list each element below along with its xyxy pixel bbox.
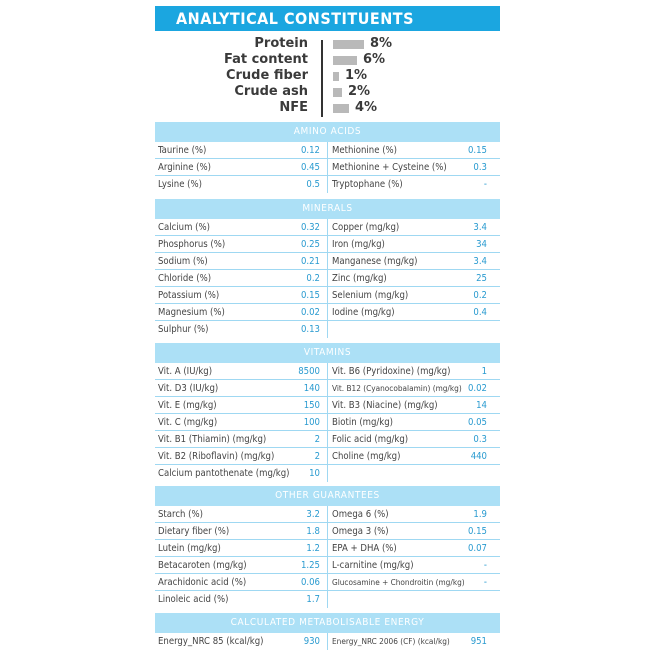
column-divider (327, 633, 328, 650)
nutrient-value: 0.25 (300, 239, 320, 250)
nutrient-value: 100 (303, 417, 320, 428)
nutrient-value: 34 (476, 239, 487, 250)
nutrient-value: 3.2 (306, 509, 320, 520)
nutrient-label: Methionine + Cysteine (%) (332, 162, 447, 173)
nutrient-value: 1.9 (473, 509, 487, 520)
nutrient-value: - (483, 577, 487, 588)
nutrient-label: Arachidonic acid (%) (158, 577, 247, 588)
analysis-bar (333, 56, 357, 65)
analysis-bar (333, 40, 364, 49)
nutrient-value: 0.12 (300, 145, 320, 156)
nutrient-label: Chloride (%) (158, 273, 212, 284)
nutrient-label: Vit. B3 (Niacine) (mg/kg) (332, 400, 438, 411)
nutrient-label: Omega 3 (%) (332, 526, 389, 537)
nutrient-label: Vit. B1 (Thiamin) (mg/kg) (158, 434, 267, 445)
nutrient-value: 930 (303, 636, 320, 647)
section-header: MINERALS (155, 199, 500, 219)
nutrient-label: Iron (mg/kg) (332, 239, 385, 250)
nutrient-value: 1.25 (300, 560, 320, 571)
analysis-label: Fat content (223, 52, 308, 67)
nutrient-value: 0.32 (300, 222, 320, 233)
nutrient-value: 0.02 (467, 383, 487, 394)
nutrient-label: Lutein (mg/kg) (158, 543, 221, 554)
nutrient-label: Vit. B6 (Pyridoxine) (mg/kg) (332, 366, 451, 377)
nutrient-value: 10 (309, 468, 320, 479)
nutrient-label: Methionine (%) (332, 145, 397, 156)
analytical-constituents-title: ANALYTICAL CONSTITUENTS (155, 6, 500, 31)
nutrient-label: Copper (mg/kg) (332, 222, 400, 233)
nutrient-value: 0.15 (467, 526, 487, 537)
nutrient-value: 0.5 (306, 179, 320, 190)
analysis-row (155, 52, 500, 68)
nutrient-label: Sodium (%) (158, 256, 208, 267)
analysis-row (155, 84, 500, 100)
analysis-label: Crude ash (234, 84, 308, 99)
nutrient-label: Calcium (%) (158, 222, 210, 233)
nutrient-label: EPA + DHA (%) (332, 543, 397, 554)
nutrient-label: Dietary fiber (%) (158, 526, 230, 537)
nutrient-label: Omega 6 (%) (332, 509, 389, 520)
analysis-value: 2% (348, 84, 371, 99)
nutrient-label: Taurine (%) (158, 145, 207, 156)
nutrient-value: 0.3 (473, 434, 487, 445)
nutrient-label: Glucosamine + Chondroitin (mg/kg) (332, 577, 465, 587)
nutrient-value: - (483, 179, 487, 190)
analysis-label: Protein (254, 36, 308, 51)
nutrient-value: 0.05 (467, 417, 487, 428)
nutrient-value: 0.4 (473, 307, 487, 318)
section-minerals (155, 199, 500, 338)
nutrient-value: 1.7 (306, 594, 320, 605)
nutrient-value: 0.15 (467, 145, 487, 156)
nutrient-label: Zinc (mg/kg) (332, 273, 387, 284)
nutrient-label: Choline (mg/kg) (332, 451, 401, 462)
nutrient-label: Phosphorus (%) (158, 239, 226, 250)
nutrient-value: 14 (476, 400, 487, 411)
nutrient-label: Linoleic acid (%) (158, 594, 229, 605)
nutrient-label: Lysine (%) (158, 179, 202, 190)
analysis-label: Crude fiber (225, 68, 308, 83)
nutrient-value: 0.3 (473, 162, 487, 173)
nutrient-value: 0.02 (300, 307, 320, 318)
nutrient-label: Vit. B12 (Cyanocobalamin) (mg/kg) (332, 383, 462, 393)
nutrient-label: Vit. C (mg/kg) (158, 417, 218, 428)
nutrient-value: 0.21 (300, 256, 320, 267)
nutrient-value: 3.4 (473, 222, 487, 233)
nutrient-label: Vit. E (mg/kg) (158, 400, 217, 411)
section-header: OTHER GUARANTEES (155, 486, 500, 506)
nutrient-label: Potassium (%) (158, 290, 220, 301)
section-calculated-metabolisable-energy (155, 613, 500, 650)
analysis-value: 8% (370, 36, 393, 51)
nutrient-label: L-carnitine (mg/kg) (332, 560, 414, 571)
nutrient-value: 0.2 (306, 273, 320, 284)
nutrient-value: 1 (481, 366, 487, 377)
nutrient-label: Iodine (mg/kg) (332, 307, 395, 318)
analysis-row (155, 68, 500, 84)
nutrient-label: Arginine (%) (158, 162, 211, 173)
analysis-value: 4% (355, 100, 378, 115)
nutrient-label: Sulphur (%) (158, 324, 209, 335)
section-header: CALCULATED METABOLISABLE ENERGY (155, 613, 500, 633)
nutrient-value: 0.06 (300, 577, 320, 588)
section-header: VITAMINS (155, 343, 500, 363)
column-divider (327, 219, 328, 338)
nutrient-label: Vit. B2 (Riboflavin) (mg/kg) (158, 451, 275, 462)
analysis-value: 1% (345, 68, 368, 83)
nutrient-value: 0.2 (473, 290, 487, 301)
nutrient-value: 2 (314, 451, 320, 462)
nutrient-label: Manganese (mg/kg) (332, 256, 418, 267)
nutrient-label: Folic acid (mg/kg) (332, 434, 409, 445)
nutrient-value: 2 (314, 434, 320, 445)
nutrient-label: Betacaroten (mg/kg) (158, 560, 247, 571)
nutrient-value: 1.8 (306, 526, 320, 537)
nutrient-value: 1.2 (306, 543, 320, 554)
section-vitamins (155, 343, 500, 482)
nutrient-value: 0.13 (300, 324, 320, 335)
nutrient-value: 150 (303, 400, 320, 411)
section-header: AMINO ACIDS (155, 122, 500, 142)
nutrient-value: 0.45 (300, 162, 320, 173)
nutrient-value: 0.07 (467, 543, 487, 554)
nutrient-value: 140 (303, 383, 320, 394)
nutrient-label: Vit. D3 (IU/kg) (158, 383, 219, 394)
nutrient-label: Selenium (mg/kg) (332, 290, 409, 301)
nutrient-value: 951 (470, 636, 487, 647)
nutrient-value: 440 (470, 451, 487, 462)
analysis-row (155, 100, 500, 116)
analysis-bar (333, 72, 339, 81)
nutrient-value: 25 (476, 273, 487, 284)
section-other-guarantees (155, 486, 500, 608)
section-amino-acids (155, 122, 500, 193)
nutrient-label: Calcium pantothenate (mg/kg) (158, 468, 290, 479)
nutrient-label: Energy_NRC 85 (kcal/kg) (158, 636, 264, 647)
nutrient-value: - (483, 560, 487, 571)
nutrient-label: Energy_NRC 2006 (CF) (kcal/kg) (332, 636, 450, 646)
analysis-value: 6% (363, 52, 386, 67)
analytical-constituents-chart (155, 36, 500, 116)
column-divider (327, 142, 328, 193)
nutrient-value: 8500 (298, 366, 320, 377)
analysis-label: NFE (279, 100, 308, 115)
nutrient-label: Starch (%) (158, 509, 203, 520)
nutrient-value: 0.15 (300, 290, 320, 301)
nutrient-label: Magnesium (%) (158, 307, 225, 318)
nutrient-label: Tryptophane (%) (332, 179, 403, 190)
column-divider (327, 506, 328, 608)
analysis-bar (333, 88, 342, 97)
nutrient-label: Biotin (mg/kg) (332, 417, 394, 428)
analysis-bar (333, 104, 349, 113)
column-divider (327, 363, 328, 482)
nutrient-value: 3.4 (473, 256, 487, 267)
analysis-row (155, 36, 500, 52)
nutrient-label: Vit. A (IU/kg) (158, 366, 213, 377)
